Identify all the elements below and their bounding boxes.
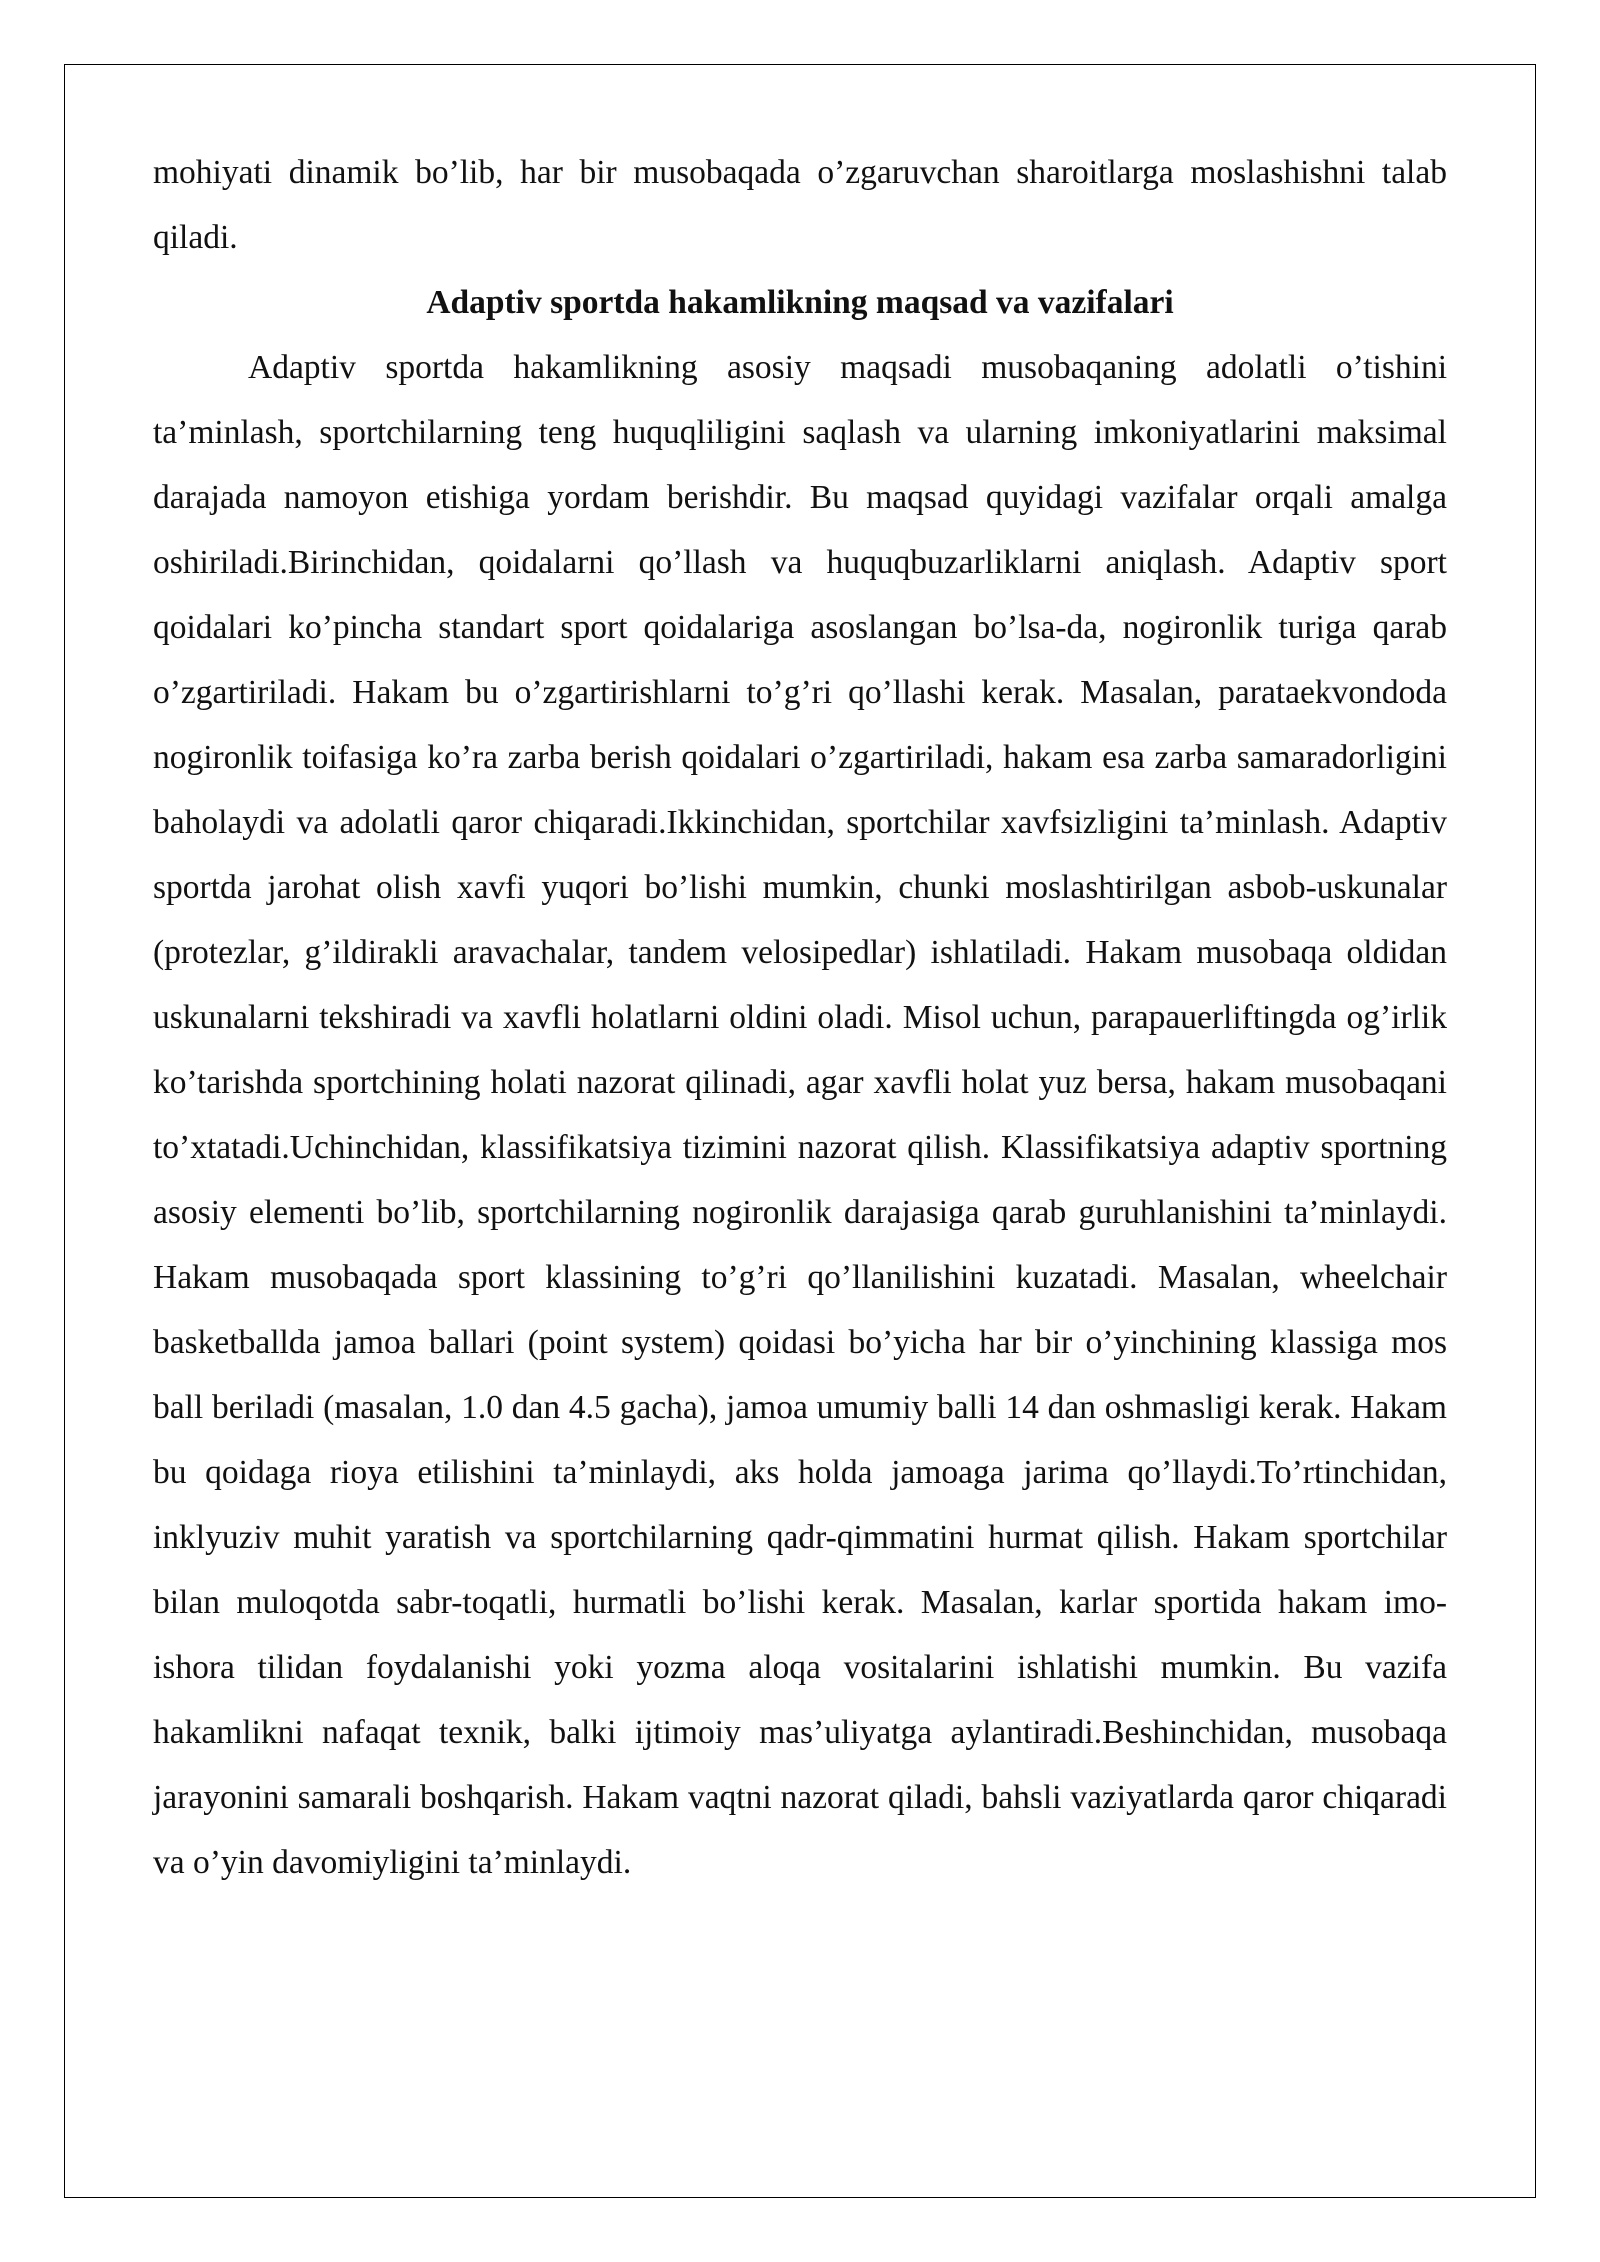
section-heading: Adaptiv sportda hakamlikning maqsad va vazifalari	[426, 284, 1174, 321]
continuation-paragraph: mohiyati dinamik bo’lib, har bir musobaqada o’zgaruvchan sharoitlarga moslashishni talab qiladi.	[153, 154, 1447, 256]
document-body	[153, 140, 1447, 1895]
body-paragraph: Adaptiv sportda hakamlikning asosiy maqsadi musobaqaning adolatli o’tishini ta’minlash, sportchilarning teng huquqliligini saqlash va ularning imkoniyatlarini maksimal darajada namoyon etishiga yordam berishdir. Bu maqsad quyidagi vazifalar orqali amalga oshiriladi.Birinchidan, qoidalarni qo’llash va huquqbuzarliklarni aniqlash. Adaptiv sport qoidalari ko’pincha standart sport qoidalariga asoslangan bo’lsa-da, nogironlik turiga qarab o’zgartiriladi. Hakam bu o’zgartirishlarni to’g’ri qo’llashi kerak. Masalan, parataekvondoda nogironlik toifasiga ko’ra zarba berish qoidalari o’zgartiriladi, hakam esa zarba samaradorligini baholaydi va adolatli qaror chiqaradi.Ikkinchidan, sportchilar xavfsizligini ta’minlash. Adaptiv sportda jarohat olish xavfi yuqori bo’lishi mumkin, chunki moslashtirilgan asbob-uskunalar (protezlar, g’ildirakli aravachalar, tandem velosipedlar) ishlatiladi. Hakam musobaqa oldidan uskunalarni tekshiradi va xavfli holatlarni oldini oladi. Misol uchun, parapauerliftingda og’irlik ko’tarishda sportchining holati nazorat qilinadi, agar xavfli holat yuz bersa, hakam musobaqani to’xtatadi.Uchinchidan, klassifikatsiya tizimini nazorat qilish. Klassifikatsiya adaptiv sportning asosiy elementi bo’lib, sportchilarning nogironlik darajasiga qarab guruhlanishini ta’minlaydi. Hakam musobaqada sport klassining to’g’ri qo’llanilishini kuzatadi. Masalan, wheelchair basketballda jamoa ballari (point system) qoidasi bo’yicha har bir o’yinchining klassiga mos ball beriladi (masalan, 1.0 dan 4.5 gacha), jamoa umumiy balli 14 dan oshmasligi kerak. Hakam bu qoidaga rioya etilishini ta’minlaydi, aks holda jamoaga jarima qo’llaydi.To’rtinchidan, inklyuziv muhit yaratish va sportchilarning qadr-qimmatini hurmat qilish. Hakam sportchilar bilan muloqotda sabr-toqatli, hurmatli bo’lishi kerak. Masalan, karlar sportida hakam imo-ishora tilidan foydalanishi yoki yozma aloqa vositalarini ishlatishi mumkin. Bu vazifa hakamlikni nafaqat texnik, balki ijtimoiy mas’uliyatga aylantiradi.Beshinchidan, musobaqa jarayonini samarali boshqarish. Hakam vaqtni nazorat qiladi, bahsli vaziyatlarda qaror chiqaradi va o’yin davomiyligini ta’minlaydi.	[153, 349, 1447, 1881]
